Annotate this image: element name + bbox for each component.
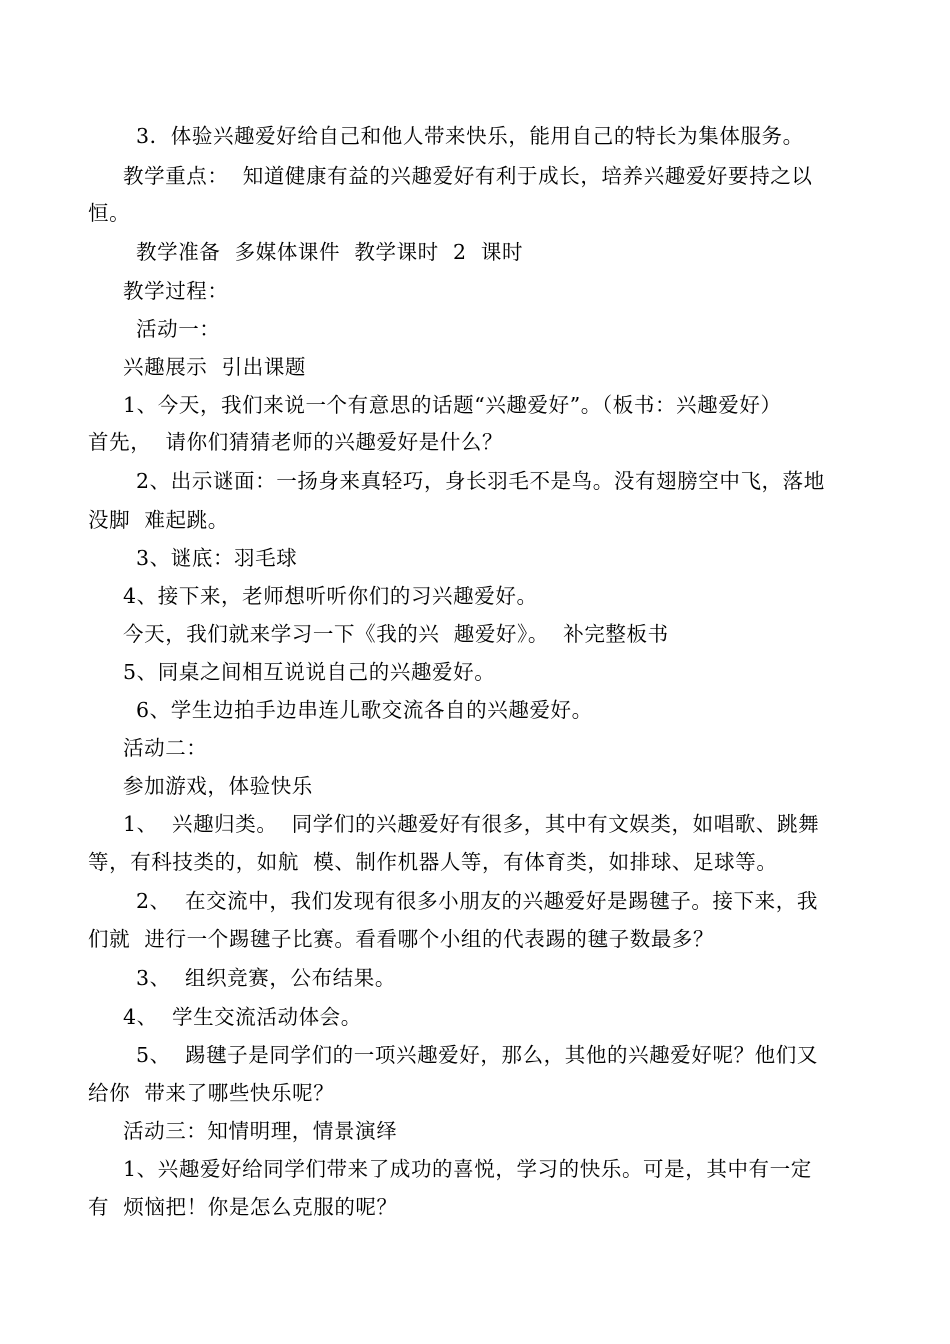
text-line: 5、 踢毽子是同学们的一项兴趣爱好，那么，其他的兴趣爱好呢？他们又 <box>136 1043 818 1067</box>
text-line: 2、出示谜面：一扬身来真轻巧，身长羽毛不是鸟。没有翅膀空中飞，落地 <box>136 469 825 493</box>
text-line: 等，有科技类的，如航 模、制作机器人等，有体育类，如排球、足球等。 <box>88 850 778 874</box>
text-line: 活动三：知情明理，情景演绎 <box>123 1119 398 1143</box>
text-line: 活动一： <box>136 317 221 341</box>
text-line: 1、今天，我们来说一个有意思的话题“兴趣爱好”。（板书：兴趣爱好） <box>123 393 782 417</box>
text-line: 给你 带来了哪些快乐呢？ <box>88 1081 335 1105</box>
text-line: 5、同桌之间相互说说自己的兴趣爱好。 <box>123 660 496 684</box>
text-line: 活动二： <box>123 736 208 760</box>
text-line: 教学过程： <box>123 279 229 303</box>
text-line: 今天，我们就来学习一下《我的兴 趣爱好》。 补完整板书 <box>123 622 669 646</box>
text-line: 3、 组织竞赛，公布结果。 <box>136 966 396 990</box>
text-line: 参加游戏，体验快乐 <box>123 774 313 798</box>
text-line: 恒。 <box>88 201 131 225</box>
text-line: 教学准备 多媒体课件 教学课时 2 课时 <box>136 240 524 264</box>
text-line: 兴趣展示 引出课题 <box>123 355 307 379</box>
text-line: 2、 在交流中，我们发现有很多小朋友的兴趣爱好是踢毽子。接下来，我 <box>136 889 818 913</box>
text-line: 有 烦恼把！你是怎么克服的呢？ <box>88 1195 398 1219</box>
text-line: 首先， 请你们猜猜老师的兴趣爱好是什么？ <box>88 430 504 454</box>
text-line: 教学重点： 知道健康有益的兴趣爱好有利于成长，培养兴趣爱好要持之以 <box>123 164 813 188</box>
text-line: 4、接下来，老师想听听你们的习兴趣爱好。 <box>123 584 538 608</box>
text-line: 4、 学生交流活动体会。 <box>123 1005 362 1029</box>
text-line: 们就 进行一个踢毽子比赛。看看哪个小组的代表踢的毽子数最多？ <box>88 927 715 951</box>
text-line: 3．体验兴趣爱好给自己和他人带来快乐，能用自己的特长为集体服务。 <box>136 124 804 148</box>
text-line: 3、谜底：羽毛球 <box>136 546 298 570</box>
text-line: 没脚 难起跳。 <box>88 508 229 532</box>
text-line: 1、兴趣爱好给同学们带来了成功的喜悦，学习的快乐。可是，其中有一定 <box>123 1157 812 1181</box>
text-line: 1、 兴趣归类。 同学们的兴趣爱好有很多，其中有文娱类，如唱歌、跳舞 <box>123 812 820 836</box>
text-line: 6、学生边拍手边串连儿歌交流各自的兴趣爱好。 <box>136 698 593 722</box>
